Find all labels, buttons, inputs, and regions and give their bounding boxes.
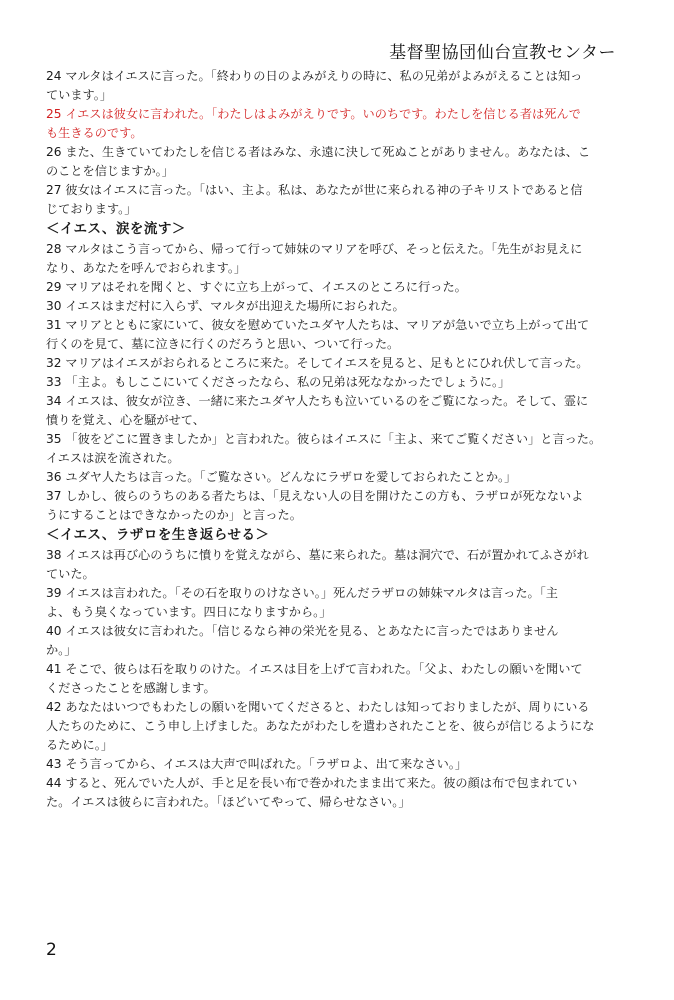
verse-line: 31 マリアとともに家にいて、彼女を慰めていたユダヤ人たちは、マリアが急いで立ち上がって出て: [46, 318, 590, 332]
verse-line: 24 マルタはイエスに言った。「終わりの日のよみがえりの時に、私の兄弟がよみがえることは知っ: [46, 69, 583, 83]
highlighted-verse-line: も生きるのです。: [46, 126, 143, 140]
verse-line: 人たちのために、こう申し上げました。あなたがわたしを遣わされたことを、彼らが信じるようにな: [46, 719, 595, 733]
verse-line: イエスは涙を流された。: [46, 451, 180, 465]
verse-line: じております。」: [46, 202, 137, 216]
verse-line: 33 「主よ。もしここにいてくださったなら、私の兄弟は死ななかったでしょうに。」: [46, 375, 511, 389]
verse-line: 30 イエスはまだ村に入らず、マルタが出迎えた場所におられた。: [46, 299, 405, 313]
verse-line: 34 イエスは、彼女が泣き、一緒に来たユダヤ人たちも泣いているのをご覧になった。そして、霊に: [46, 394, 589, 408]
verse-line: 37 しかし、彼らのうちのある者たちは、「見えない人の目を開けたこの方も、ラザロが死なないよ: [46, 489, 584, 503]
verse-line: ています。」: [46, 88, 113, 102]
verse-line: た。イエスは彼らに言われた。「ほどいてやって、帰らせなさい。」: [46, 795, 411, 809]
verse-line: くださったことを感謝します。: [46, 681, 216, 695]
verse-line: 憤りを覚え、心を騒がせて、: [46, 413, 205, 427]
organization-header: 基督聖協団仙台宣教センター: [389, 43, 616, 63]
verse-line: 39 イエスは言われた。「その石を取りのけなさい。」死んだラザロの姉妹マルタは言った。「主: [46, 586, 558, 600]
verse-line: よ、もう臭くなっています。四日になりますから。」: [46, 605, 332, 619]
verse-line: か。」: [46, 643, 77, 657]
verse-line: 40 イエスは彼女に言われた。「信じるなら神の栄光を見る、とあなたに言ったではありません: [46, 624, 559, 638]
verse-line: ていた。: [46, 567, 95, 581]
verse-line: 行くのを見て、墓に泣きに行くのだろうと思い、ついて行った。: [46, 337, 400, 351]
verse-line: 32 マリアはイエスがおられるところに来た。そしてイエスを見ると、足もとにひれ伏して言った。: [46, 356, 589, 370]
highlighted-verse-line: 25 イエスは彼女に言われた。「わたしはよみがえりです。いのちです。わたしを信じる者は死んで: [46, 107, 581, 121]
page-number: 2: [46, 940, 57, 960]
verse-line: 27 彼女はイエスに言った。「はい、主よ。私は、あなたが世に来られる神の子キリストであると信: [46, 183, 583, 197]
section-heading: ＜イエス、涙を流す＞: [46, 221, 186, 237]
verse-line: 35 「彼をどこに置きましたか」と言われた。彼らはイエスに「主よ、来てご覧ください」と言った。: [46, 432, 602, 446]
verse-line: 28 マルタはこう言ってから、帰って行って姉妹のマリアを呼び、そっと伝えた。「先生がお見えに: [46, 242, 583, 256]
verse-line: 36 ユダヤ人たちは言った。「ご覧なさい。どんなにラザロを愛しておられたことか。」: [46, 470, 517, 484]
verse-line: 38 イエスは再び心のうちに憤りを覚えながら、墓に来られた。墓は洞穴で、石が置かれてふさがれ: [46, 548, 589, 562]
verse-line: 43 そう言ってから、イエスは大声で叫ばれた。「ラザロよ、出て来なさい。」: [46, 757, 468, 771]
verse-line: うにすることはできなかったのか」と言った。: [46, 508, 302, 522]
verse-line: 41 そこで、彼らは石を取りのけた。イエスは目を上げて言われた。「父よ、わたしの願いを聞いて: [46, 662, 583, 676]
verse-line: 29 マリアはそれを聞くと、すぐに立ち上がって、イエスのところに行った。: [46, 280, 467, 294]
verse-line: のことを信じますか。」: [46, 164, 174, 178]
verse-line: るために。」: [46, 738, 114, 752]
verse-line: 44 すると、死んでいた人が、手と足を長い布で巻かれたまま出て来た。彼の顔は布で包まれてい: [46, 776, 578, 790]
section-heading: ＜イエス、ラザロを生き返らせる＞: [46, 527, 270, 543]
verse-line: 42 あなたはいつでもわたしの願いを聞いてくださると、わたしは知っておりましたが、周りにいる: [46, 700, 590, 714]
scripture-text: [46, 67, 606, 812]
verse-line: なり、あなたを呼んでおられます。」: [46, 261, 247, 275]
verse-line: 26 また、生きていてわたしを信じる者はみな、永遠に決して死ぬことがありません。あなたは、こ: [46, 145, 591, 159]
